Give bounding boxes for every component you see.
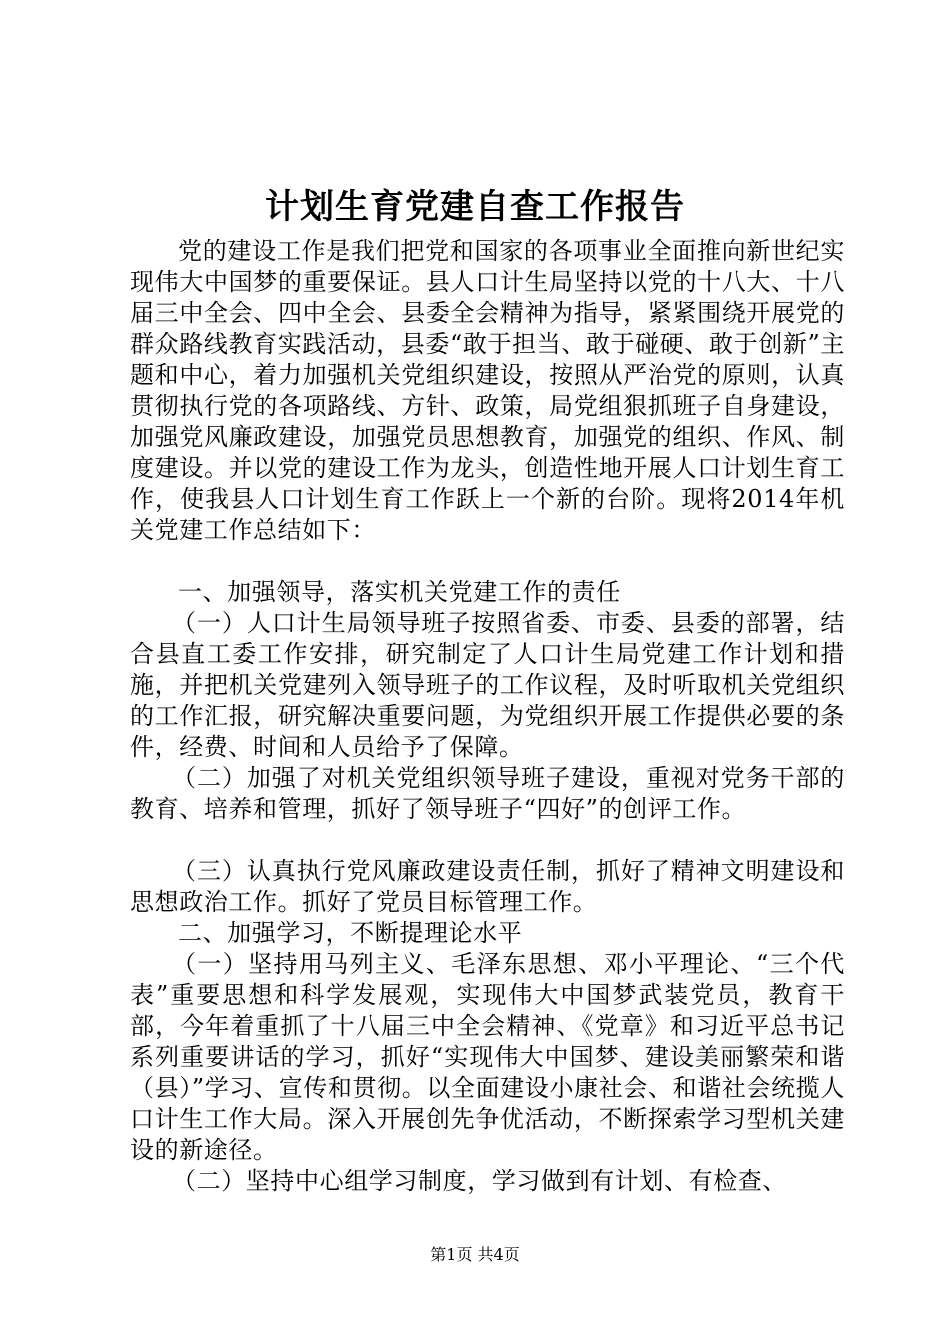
paragraph-1-1: （一）人口计生局领导班子按照省委、市委、县委的部署，结合县直工委工作安排，研究制定了人口计生局党建工作计划和措施，并把机关党建列入领导班子的工作议程，及时听取机关党组织的工作汇报，研究解决重要问题，为党组织开展工作提供必要的条件，经费、时间和人员给予了保障。 [130, 609, 845, 761]
paragraph-2-1: （一）坚持用马列主义、毛泽东思想、邓小平理论、“三个代表”重要思想和科学发展观，实现伟大中国梦武装党员，教育干部，今年着重抓了十八届三中全会精神、《党章》和习近平总书记系列重要讲话的学习，抓好“实现伟大中国梦、建设美丽繁荣和谐（县）”学习、宣传和贯彻。以全面建设小康社会、和谐社会统揽人口计生工作大局。深入开展创先争优活动，不断探索学习型机关建设的新途径。 [130, 950, 845, 1164]
paragraph-1-2: （二）加强了对机关党组织领导班子建设，重视对党务干部的教育、培养和管理，抓好了领导班子“四好”的创评工作。 [130, 764, 845, 823]
paragraph-1-3: （三）认真执行党风廉政建设责任制，抓好了精神文明建设和思想政治工作。抓好了党员目标管理工作。 [130, 857, 845, 916]
document-body [130, 236, 845, 1197]
page-number-footer: 第1页 共4页 [430, 1245, 520, 1264]
section-heading-2: 二、加强学习，不断提理论水平 [178, 919, 523, 947]
intro-paragraph: 党的建设工作是我们把党和国家的各项事业全面推向新世纪实现伟大中国梦的重要保证。县人口计生局坚持以党的十八大、十八届三中全会、四中全会、县委全会精神为指导，紧紧围绕开展党的群众路线教育实践活动，县委“敢于担当、敢于碰硬、敢于创新”主题和中心，着力加强机关党组织建设，按照从严治党的原则，认真贯彻执行党的各项路线、方针、政策，局党组狠抓班子自身建设，加强党风廉政建设，加强党员思想教育，加强党的组织、作风、制度建设。并以党的建设工作为龙头，创造性地开展人口计划生育工作，使我县人口计划生育工作跃上一个新的台阶。现将2014年机关党建工作总结如下： [130, 237, 845, 544]
document-title: 计划生育党建自查工作报告 [265, 187, 685, 227]
paragraph-2-2: （二）坚持中心组学习制度，学习做到有计划、有检查、 [172, 1167, 787, 1195]
section-heading-1: 一、加强领导，落实机关党建工作的责任 [178, 578, 621, 606]
